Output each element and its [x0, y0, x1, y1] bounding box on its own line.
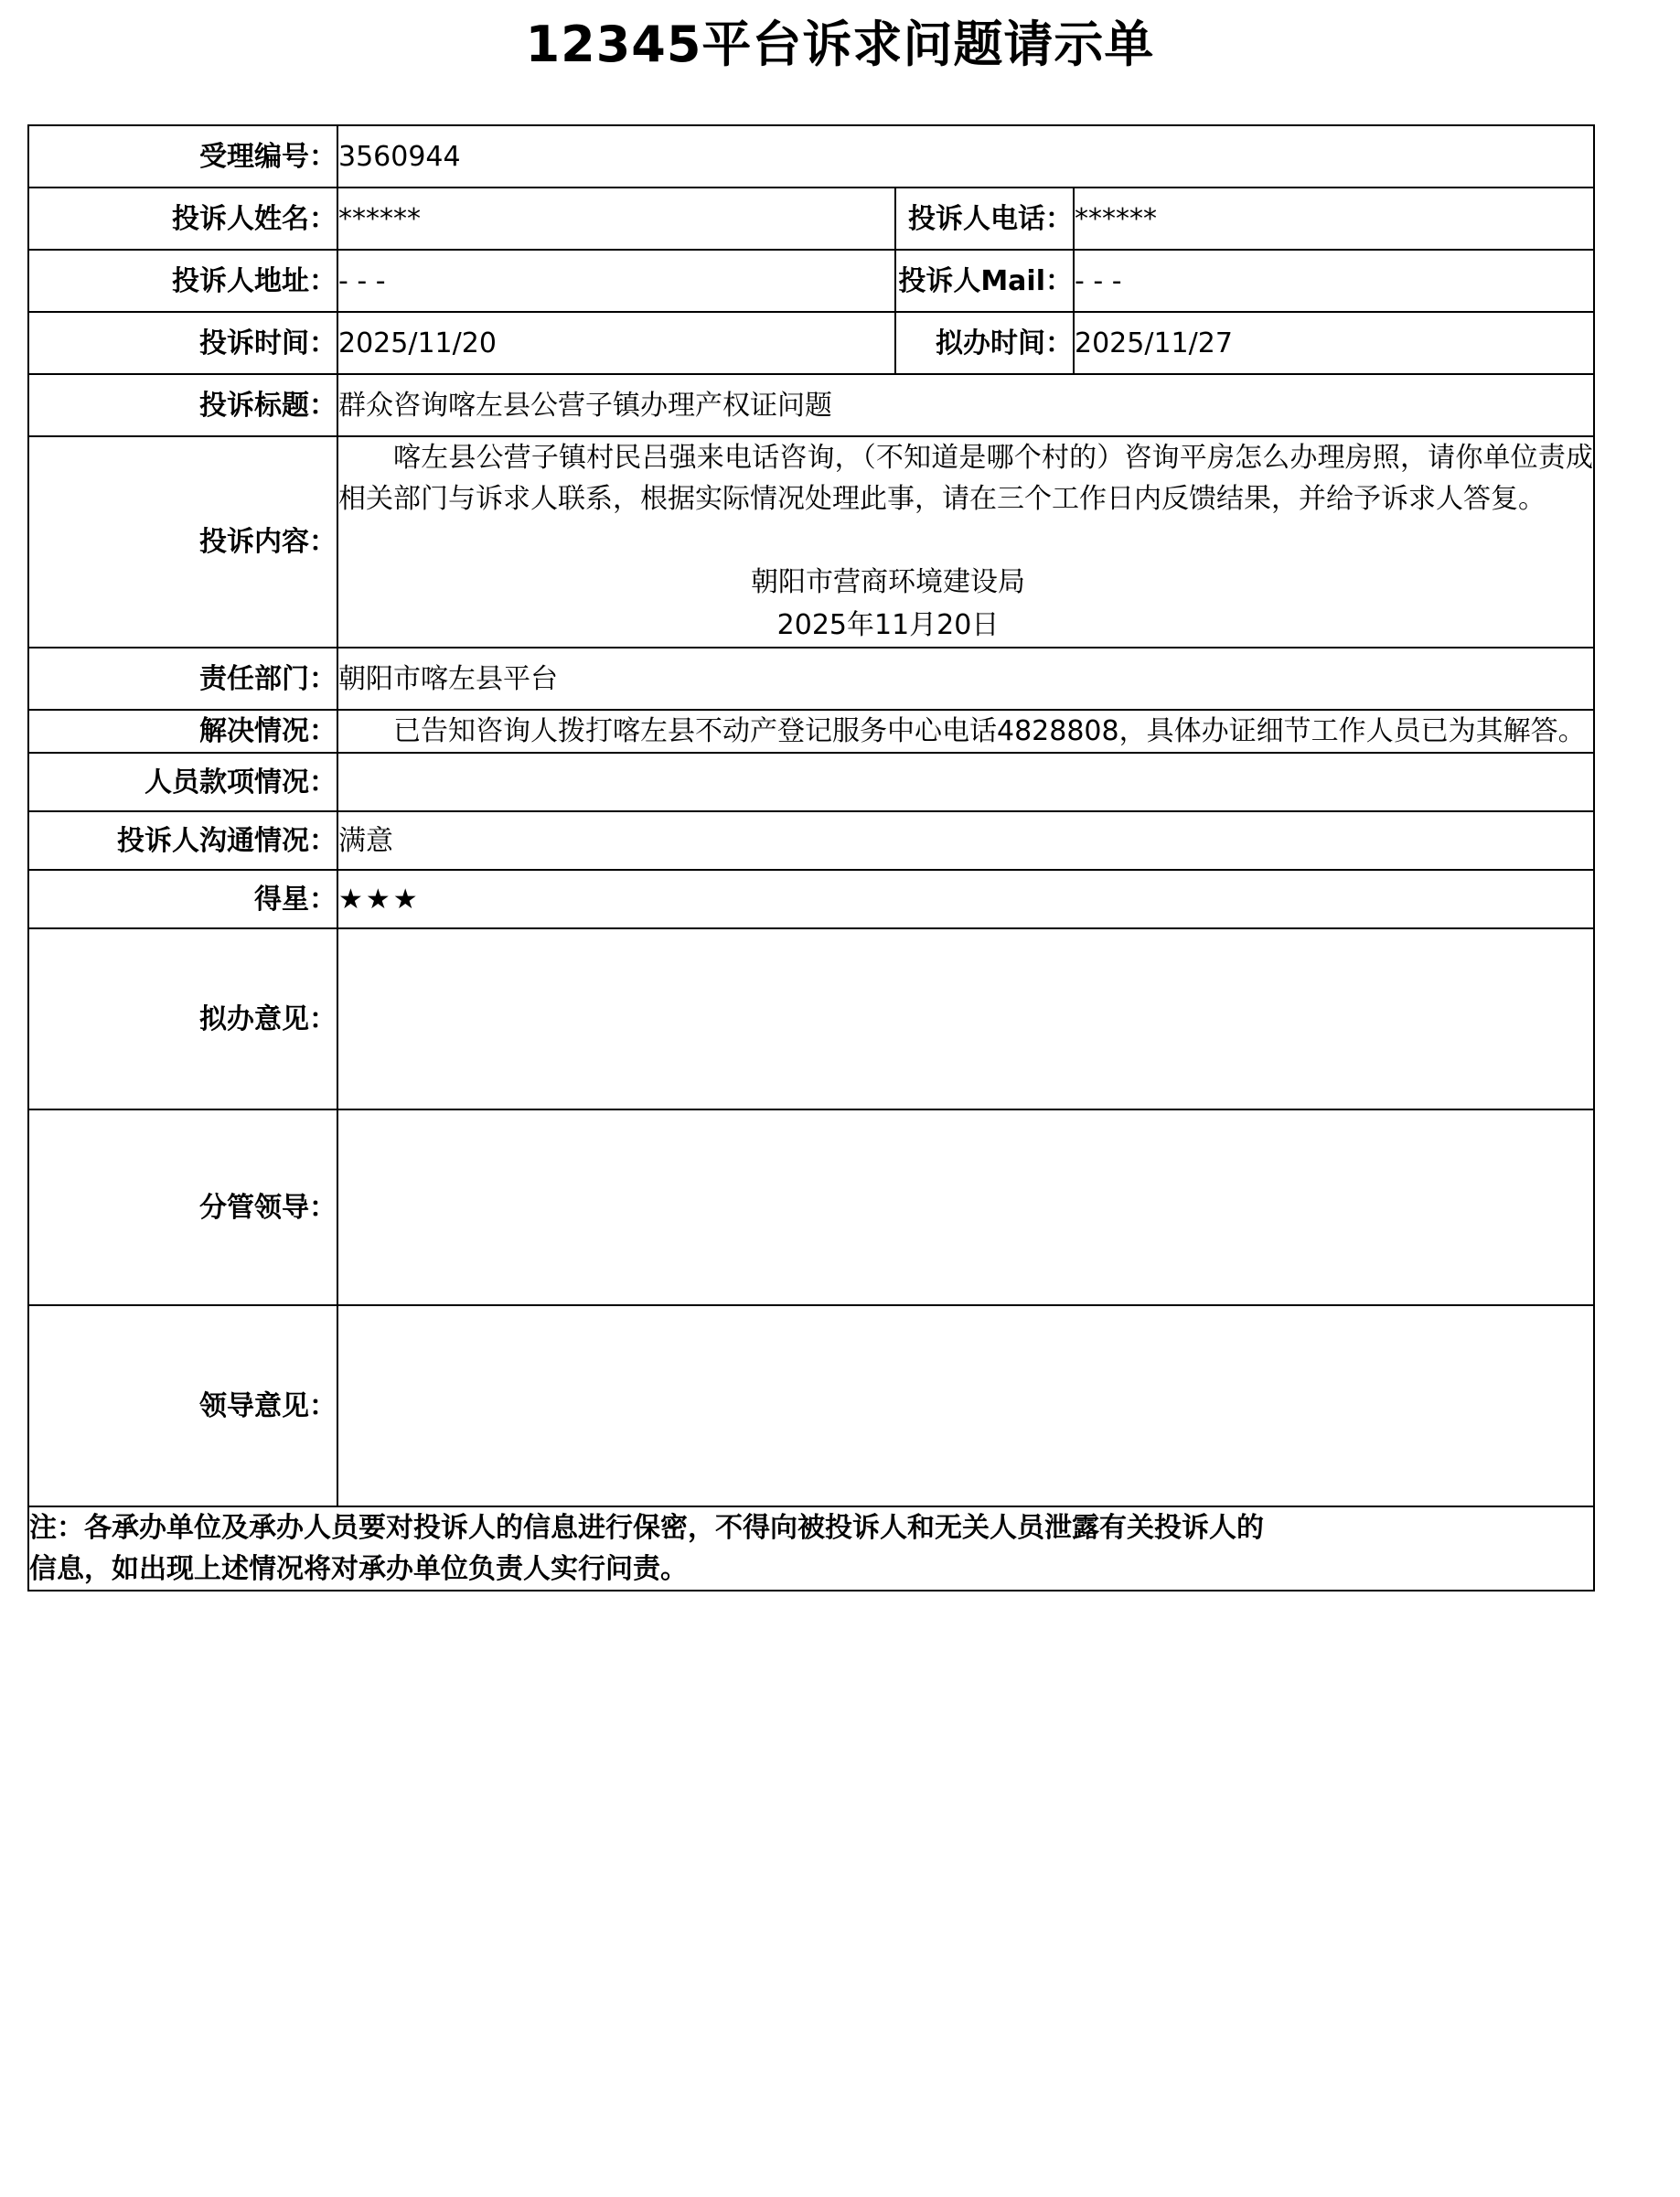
footer-note-line2: 信息，如出现上述情况将对承办单位负责人实行问责。 [29, 1553, 688, 1585]
resolution-paragraph: 已告知咨询人拨打喀左县不动产登记服务中心电话4828808，具体办证细节工作人员已为其解答。 [393, 715, 1586, 747]
table-row-supervising-leader [28, 1109, 1594, 1305]
table-row-communication [28, 811, 1594, 870]
value-complainant-address: - - - [337, 250, 895, 312]
value-complaint-time: 2025/11/20 [337, 312, 895, 374]
table-row-complaint-title [28, 374, 1594, 436]
signature-date: 2025年11月20日 [776, 608, 1000, 641]
label-supervising-leader: 分管领导： [28, 1109, 337, 1305]
table-row-responsible-dept [28, 648, 1594, 710]
footer-note-line1: 注：各承办单位及承办人员要对投诉人的信息进行保密，不得向被投诉人和无关人员泄露有关投诉人的 [29, 1512, 1264, 1544]
value-draft-opinion [337, 928, 1594, 1109]
value-complaint-title: 群众咨询喀左县公营子镇办理产权证问题 [337, 374, 1594, 436]
table-row-resolution [28, 710, 1594, 753]
signature-org: 朝阳市营商环境建设局 [751, 566, 1025, 598]
label-resolution: 解决情况： [28, 710, 337, 753]
table-row-personnel-payment [28, 753, 1594, 811]
page-title: 12345平台诉求问题请示单 [525, 16, 1155, 73]
label-complainant-address: 投诉人地址： [28, 250, 337, 312]
label-leader-opinion: 领导意见： [28, 1305, 337, 1506]
value-resolution [337, 710, 1594, 753]
label-complaint-content: 投诉内容： [28, 436, 337, 648]
label-planned-time: 拟办时间： [895, 312, 1074, 374]
value-complainant-phone: ****** [1074, 188, 1594, 250]
table-row-footer-note [28, 1506, 1594, 1591]
label-complainant-name: 投诉人姓名： [28, 188, 337, 250]
table-row-complainant-name-phone [28, 188, 1594, 250]
label-responsible-dept: 责任部门： [28, 648, 337, 710]
label-accept-no: 受理编号： [28, 125, 337, 188]
complaint-content-signature [338, 562, 1593, 647]
value-leader-opinion [337, 1305, 1594, 1506]
value-complainant-mail: - - - [1074, 250, 1594, 312]
table-row-complainant-address-mail [28, 250, 1594, 312]
table-row-leader-opinion [28, 1305, 1594, 1506]
table-row-stars [28, 870, 1594, 928]
value-communication: 满意 [337, 811, 1594, 870]
label-complaint-title: 投诉标题： [28, 374, 337, 436]
value-planned-time: 2025/11/27 [1074, 312, 1594, 374]
table-row-complaint-content [28, 436, 1594, 648]
value-responsible-dept: 朝阳市喀左县平台 [337, 648, 1594, 710]
value-complainant-name: ****** [337, 188, 895, 250]
footer-note [28, 1506, 1594, 1591]
label-draft-opinion: 拟办意见： [28, 928, 337, 1109]
value-accept-no: 3560944 [337, 125, 1594, 188]
table-row-draft-opinion [28, 928, 1594, 1109]
value-stars: ★★★ [337, 870, 1594, 928]
label-complaint-time: 投诉时间： [28, 312, 337, 374]
label-communication: 投诉人沟通情况： [28, 811, 337, 870]
label-complainant-mail: 投诉人Mail： [895, 250, 1074, 312]
label-complainant-phone: 投诉人电话： [895, 188, 1074, 250]
label-stars: 得星： [28, 870, 337, 928]
complaint-content-paragraph: 喀左县公营子镇村民吕强来电话咨询，（不知道是哪个村的）咨询平房怎么办理房照，请你单位责成相关部门与诉求人联系，根据实际情况处理此事，请在三个工作日内反馈结果，并给予诉求人答复。 [338, 442, 1593, 515]
complaint-form-table [27, 124, 1595, 1591]
table-row-times [28, 312, 1594, 374]
table-row-accept-no [28, 125, 1594, 188]
value-complaint-content [337, 436, 1594, 648]
complaint-form [27, 124, 1593, 1591]
label-personnel-payment: 人员款项情况： [28, 753, 337, 811]
value-personnel-payment [337, 753, 1594, 811]
value-supervising-leader [337, 1109, 1594, 1305]
